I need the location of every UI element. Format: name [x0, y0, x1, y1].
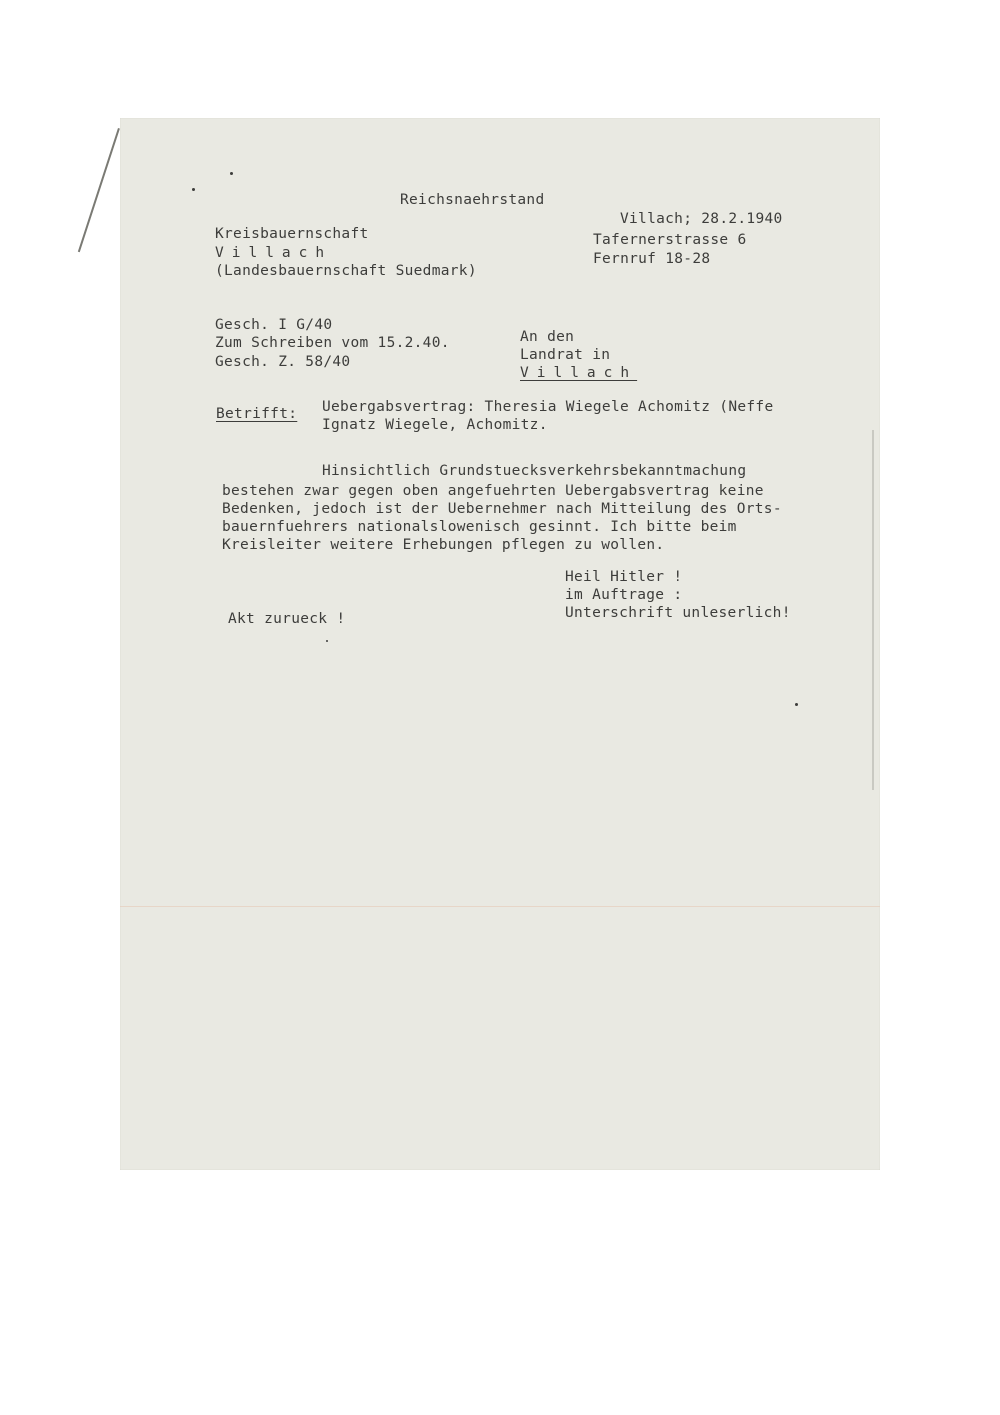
page-edge-shadow — [872, 430, 874, 790]
sender-line-2: Villach — [215, 245, 333, 261]
body-line-4: bauernfuehrers nationalslowenisch gesinnt. Ich bitte beim — [222, 519, 737, 535]
sender-line-3: (Landesbauernschaft Suedmark) — [215, 263, 477, 279]
closing-greeting: Heil Hitler ! — [565, 569, 683, 585]
sender-line-1: Kreisbauernschaft — [215, 226, 369, 242]
street-address: Tafernerstrasse 6 — [593, 232, 747, 248]
ink-dot — [795, 703, 798, 706]
reference-gesch-z: Gesch. Z. 58/40 — [215, 354, 351, 370]
organization-heading: Reichsnaehrstand — [400, 192, 545, 208]
recipient-line-1: An den — [520, 329, 575, 345]
subject-line-1: Uebergabsvertrag: Theresia Wiegele Achomitz (Neffe — [322, 399, 774, 415]
body-line-5: Kreisleiter weitere Erhebungen pflegen zu wollen. — [222, 537, 665, 553]
paper-edge-line — [78, 128, 120, 252]
subject-label: Betrifft: — [216, 406, 298, 422]
recipient-line-3: Villach — [520, 365, 638, 381]
file-return-note: Akt zurueck ! — [228, 611, 346, 627]
ink-dot — [326, 640, 328, 642]
ink-dot — [192, 188, 195, 191]
closing-signature: Unterschrift unleserlich! — [565, 605, 791, 621]
place-date: Villach; 28.2.1940 — [620, 211, 783, 227]
phone-number: Fernruf 18-28 — [593, 251, 711, 267]
ink-dot — [230, 172, 233, 175]
reference-gesch: Gesch. I G/40 — [215, 317, 333, 333]
recipient-line-2: Landrat in — [520, 347, 611, 363]
body-line-1: Hinsichtlich Grundstuecksverkehrsbekanntmachung — [322, 463, 747, 479]
body-line-3: Bedenken, jedoch ist der Uebernehmer nach Mitteilung des Orts- — [222, 501, 782, 517]
closing-on-behalf: im Auftrage : — [565, 587, 683, 603]
body-line-2: bestehen zwar gegen oben angefuehrten Uebergabsvertrag keine — [222, 483, 764, 499]
reference-schreiben: Zum Schreiben vom 15.2.40. — [215, 335, 450, 351]
subject-line-2: Ignatz Wiegele, Achomitz. — [322, 417, 548, 433]
